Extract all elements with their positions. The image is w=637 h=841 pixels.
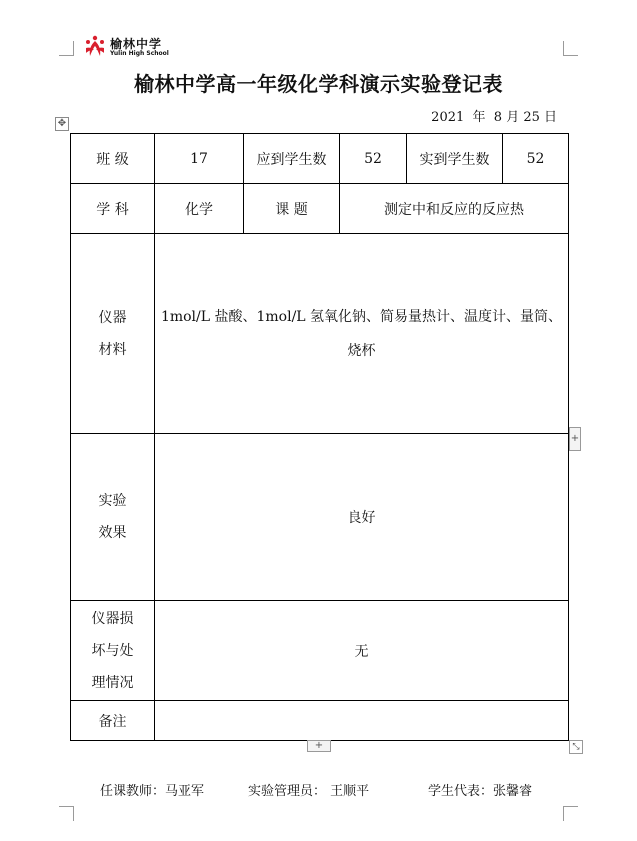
effect-label: [71, 434, 155, 601]
school-name-cn: 榆林中学: [110, 37, 163, 51]
subject-value[interactable]: 化学: [155, 184, 244, 234]
table-move-icon[interactable]: ✥: [55, 117, 69, 131]
document-title: 榆林中学高一年级化学科演示实验登记表: [134, 72, 503, 96]
page-corner-top-right: [563, 41, 578, 56]
topic-value[interactable]: 测定中和反应的反应热: [340, 184, 569, 234]
expected-students-label: 应到学生数: [244, 134, 340, 184]
table-row: [71, 184, 569, 234]
damage-label-line: 仪器损: [91, 610, 134, 627]
page-corner-bottom-right: [563, 806, 578, 821]
equipment-label-line: 仪器: [98, 309, 127, 326]
equipment-label: [71, 234, 155, 434]
page-corner-bottom-left: [59, 806, 74, 821]
table-row: [71, 601, 569, 701]
add-column-icon[interactable]: +: [569, 427, 581, 451]
expected-students-value[interactable]: 52: [340, 134, 407, 184]
add-row-icon[interactable]: +: [307, 740, 331, 752]
class-value[interactable]: 17: [155, 134, 244, 184]
page-corner-top-left: [59, 41, 74, 56]
damage-label: [71, 601, 155, 701]
effect-value[interactable]: 良好: [155, 434, 569, 601]
actual-students-label: 实到学生数: [407, 134, 503, 184]
registration-table: [70, 133, 569, 741]
footer-lab-manager: 实验管理员： 王顺平: [248, 784, 370, 799]
school-logo: [84, 34, 204, 60]
school-emblem-icon: [84, 34, 106, 58]
equipment-label-line: 材料: [98, 341, 127, 358]
document-date: 2021 年 8 月 25 日: [431, 110, 557, 125]
class-label: 班 级: [71, 134, 155, 184]
subject-label: 学 科: [71, 184, 155, 234]
remark-value[interactable]: [155, 701, 569, 741]
table-row: [71, 134, 569, 184]
table-resize-icon[interactable]: ⤡: [569, 740, 583, 754]
remark-label: 备注: [71, 701, 155, 741]
damage-label-line: 坏与处: [91, 642, 134, 659]
equipment-value[interactable]: 1mol/L 盐酸、1mol/L 氢氧化钠、简易量热计、温度计、量筒、烧杯: [155, 234, 569, 434]
actual-students-value[interactable]: 52: [503, 134, 569, 184]
table-row: [71, 701, 569, 741]
school-name-en: Yulin High School: [110, 50, 169, 57]
effect-label-line: 效果: [98, 525, 127, 541]
table-row: [71, 434, 569, 601]
footer-student-rep: 学生代表：张馨睿: [428, 784, 533, 799]
table-row: [71, 234, 569, 434]
topic-label: 课 题: [244, 184, 340, 234]
damage-value[interactable]: 无: [155, 601, 569, 701]
footer-teacher: 任课教师：马亚军: [100, 784, 205, 799]
damage-label-line: 理情况: [91, 674, 134, 691]
effect-label-line: 实验: [98, 493, 127, 509]
